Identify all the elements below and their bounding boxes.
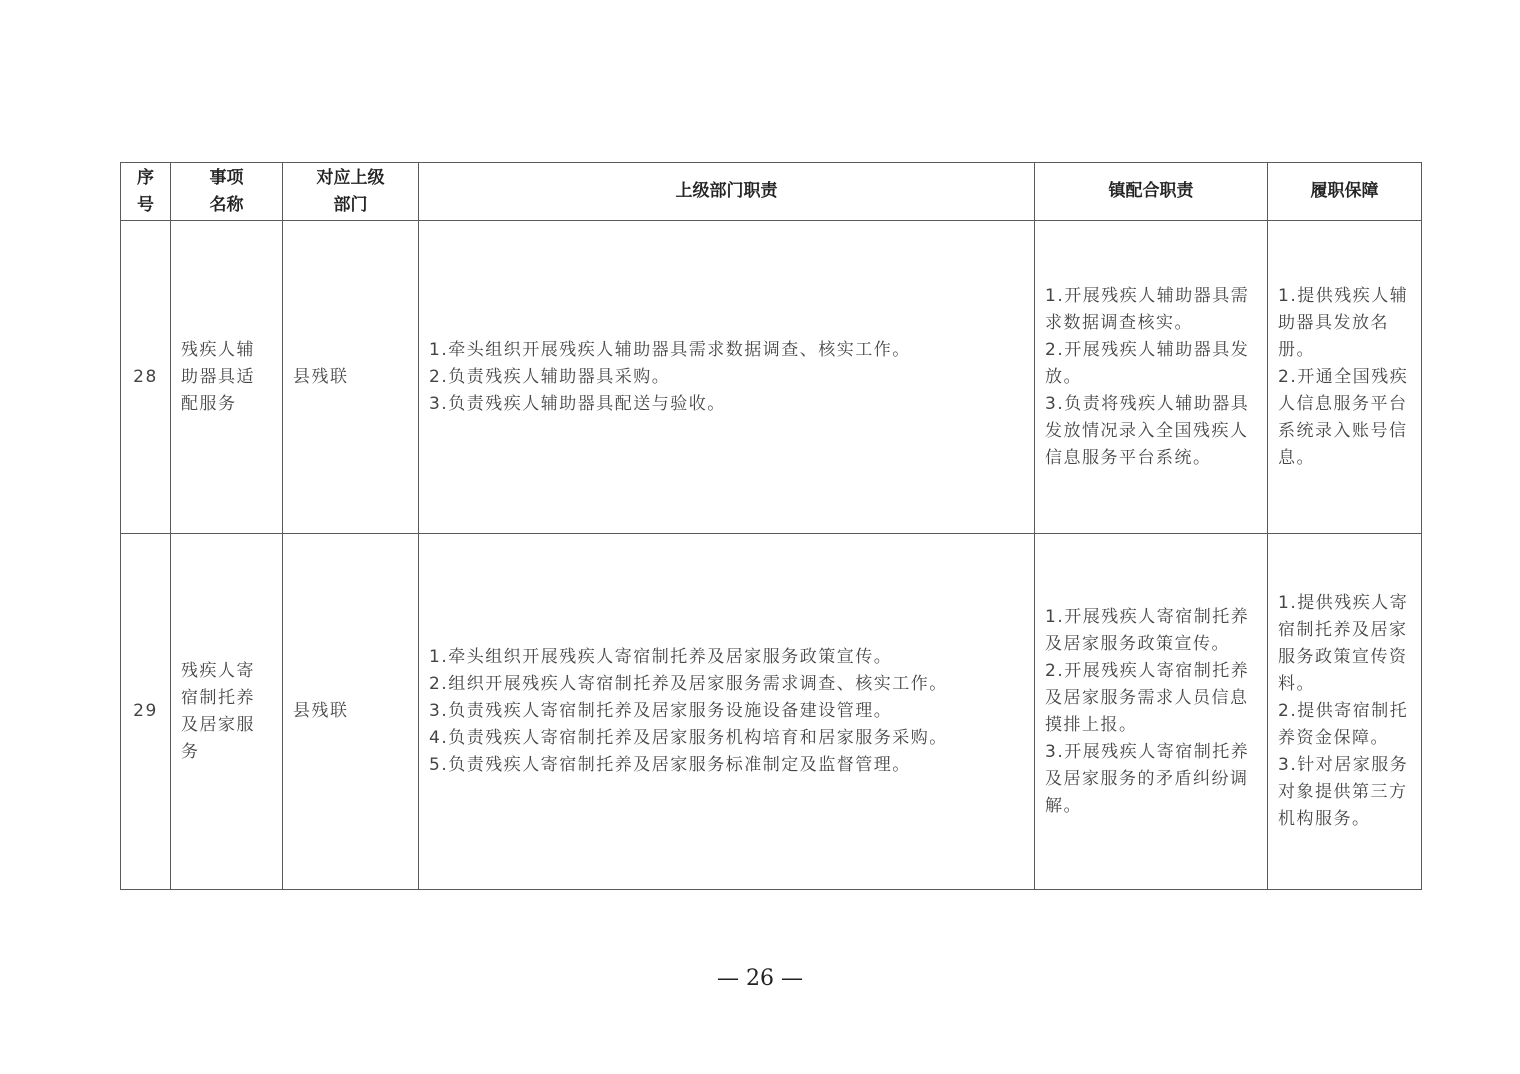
cell-seq: 28 [121,221,171,534]
cell-guarantee: 1.提供残疾人辅 助器具发放名 册。 2.开通全国残疾 人信息服务平台 系统录入账号信 息。 [1268,221,1422,534]
cell-upper-duty: 1.牵头组织开展残疾人寄宿制托养及居家服务政策宣传。 2.组织开展残疾人寄宿制托养及居家服务需求调查、核实工作。 3.负责残疾人寄宿制托养及居家服务设施设备建设管理。 4.负责残疾人寄宿制托养及居家服务机构培育和居家服务采购。 5.负责残疾人寄宿制托养及居家服务标准制定及监督管理。 [419,534,1035,890]
header-town-duty: 镇配合职责 [1035,163,1268,221]
cell-guarantee: 1.提供残疾人寄 宿制托养及居家 服务政策宣传资 料。 2.提供寄宿制托 养资金保障。 3.针对居家服务 对象提供第三方 机构服务。 [1268,534,1422,890]
header-upper-duty: 上级部门职责 [419,163,1035,221]
table-header-row [121,163,1422,221]
cell-upper-duty: 1.牵头组织开展残疾人辅助器具需求数据调查、核实工作。 2.负责残疾人辅助器具采购。 3.负责残疾人辅助器具配送与验收。 [419,221,1035,534]
cell-town-duty: 1.开展残疾人辅助器具需 求数据调查核实。 2.开展残疾人辅助器具发 放。 3.负责将残疾人辅助器具 发放情况录入全国残疾人 信息服务平台系统。 [1035,221,1268,534]
cell-seq: 29 [121,534,171,890]
header-upper-dept: 对应上级 部门 [283,163,419,221]
cell-upper-dept: 县残联 [283,534,419,890]
header-item-name: 事项 名称 [171,163,283,221]
table-row [121,221,1422,534]
cell-item-name: 残疾人辅 助器具适 配服务 [171,221,283,534]
cell-upper-dept: 县残联 [283,221,419,534]
table-row [121,534,1422,890]
header-guarantee: 履职保障 [1268,163,1422,221]
cell-town-duty: 1.开展残疾人寄宿制托养 及居家服务政策宣传。 2.开展残疾人寄宿制托养 及居家服务需求人员信息 摸排上报。 3.开展残疾人寄宿制托养 及居家服务的矛盾纠纷调 解。 [1035,534,1268,890]
header-seq: 序 号 [121,163,171,221]
cell-item-name: 残疾人寄 宿制托养 及居家服 务 [171,534,283,890]
page-number: — 26 — [717,966,803,991]
duty-table [120,162,1422,890]
